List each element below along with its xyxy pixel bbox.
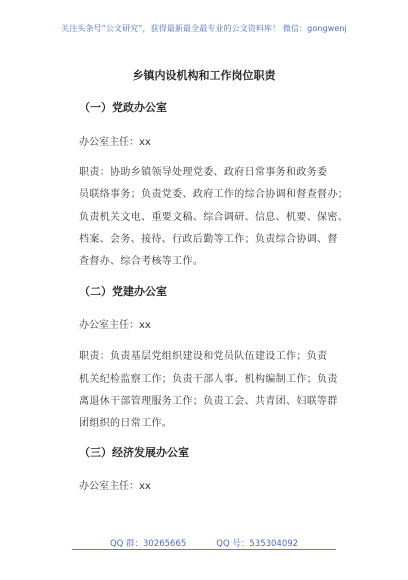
director-line: 办公室主任：xx xyxy=(79,320,151,331)
duty-line: 职责：负责基层党组织建设和党员队伍建设工作；负责 xyxy=(79,351,328,362)
duty-line: 员联络事务；负责党委、政府工作的综合协调和督查督办； xyxy=(79,189,349,200)
section-heading: （一）党政办公室 xyxy=(79,101,167,114)
footer-underline xyxy=(72,549,336,550)
header-promo-note: 关注头条号“公文研究”，获得最新最全最专业的公文资料库！ 微信：gongwenj xyxy=(61,24,347,33)
section-heading: （三）经济发展办公室 xyxy=(79,446,189,459)
duty-line: 团组织的日常工作。 xyxy=(79,418,173,429)
footer-contact xyxy=(0,537,408,549)
duty-line: 查督办、综合考核等工作。 xyxy=(79,256,204,267)
document-title: 乡镇内设机构和工作岗位职责 xyxy=(132,69,276,82)
footer-qq-group: QQ 群：30265665 xyxy=(109,539,187,549)
duty-line: 机关纪检监察工作；负责干部人事、机构编制工作；负责 xyxy=(79,374,338,385)
duty-line: 职责：协助乡镇领导处理党委、政府日常事务和政务委 xyxy=(79,167,328,178)
section-heading: （二）党建办公室 xyxy=(79,285,167,298)
director-line: 办公室主任：xx xyxy=(79,137,151,148)
duty-line: 档案、会务、接待、行政后勤等工作；负责综合协调、督 xyxy=(79,234,338,245)
director-line: 办公室主任：xx xyxy=(79,481,151,492)
footer-qq-number: QQ 号：535304092 xyxy=(216,539,299,549)
duty-line: 离退休干部管理服务工作；负责工会、共青团、妇联等群 xyxy=(79,396,338,407)
duty-line: 负责机关文电、重要文稿、综合调研、信息、机要、保密、 xyxy=(79,212,349,223)
